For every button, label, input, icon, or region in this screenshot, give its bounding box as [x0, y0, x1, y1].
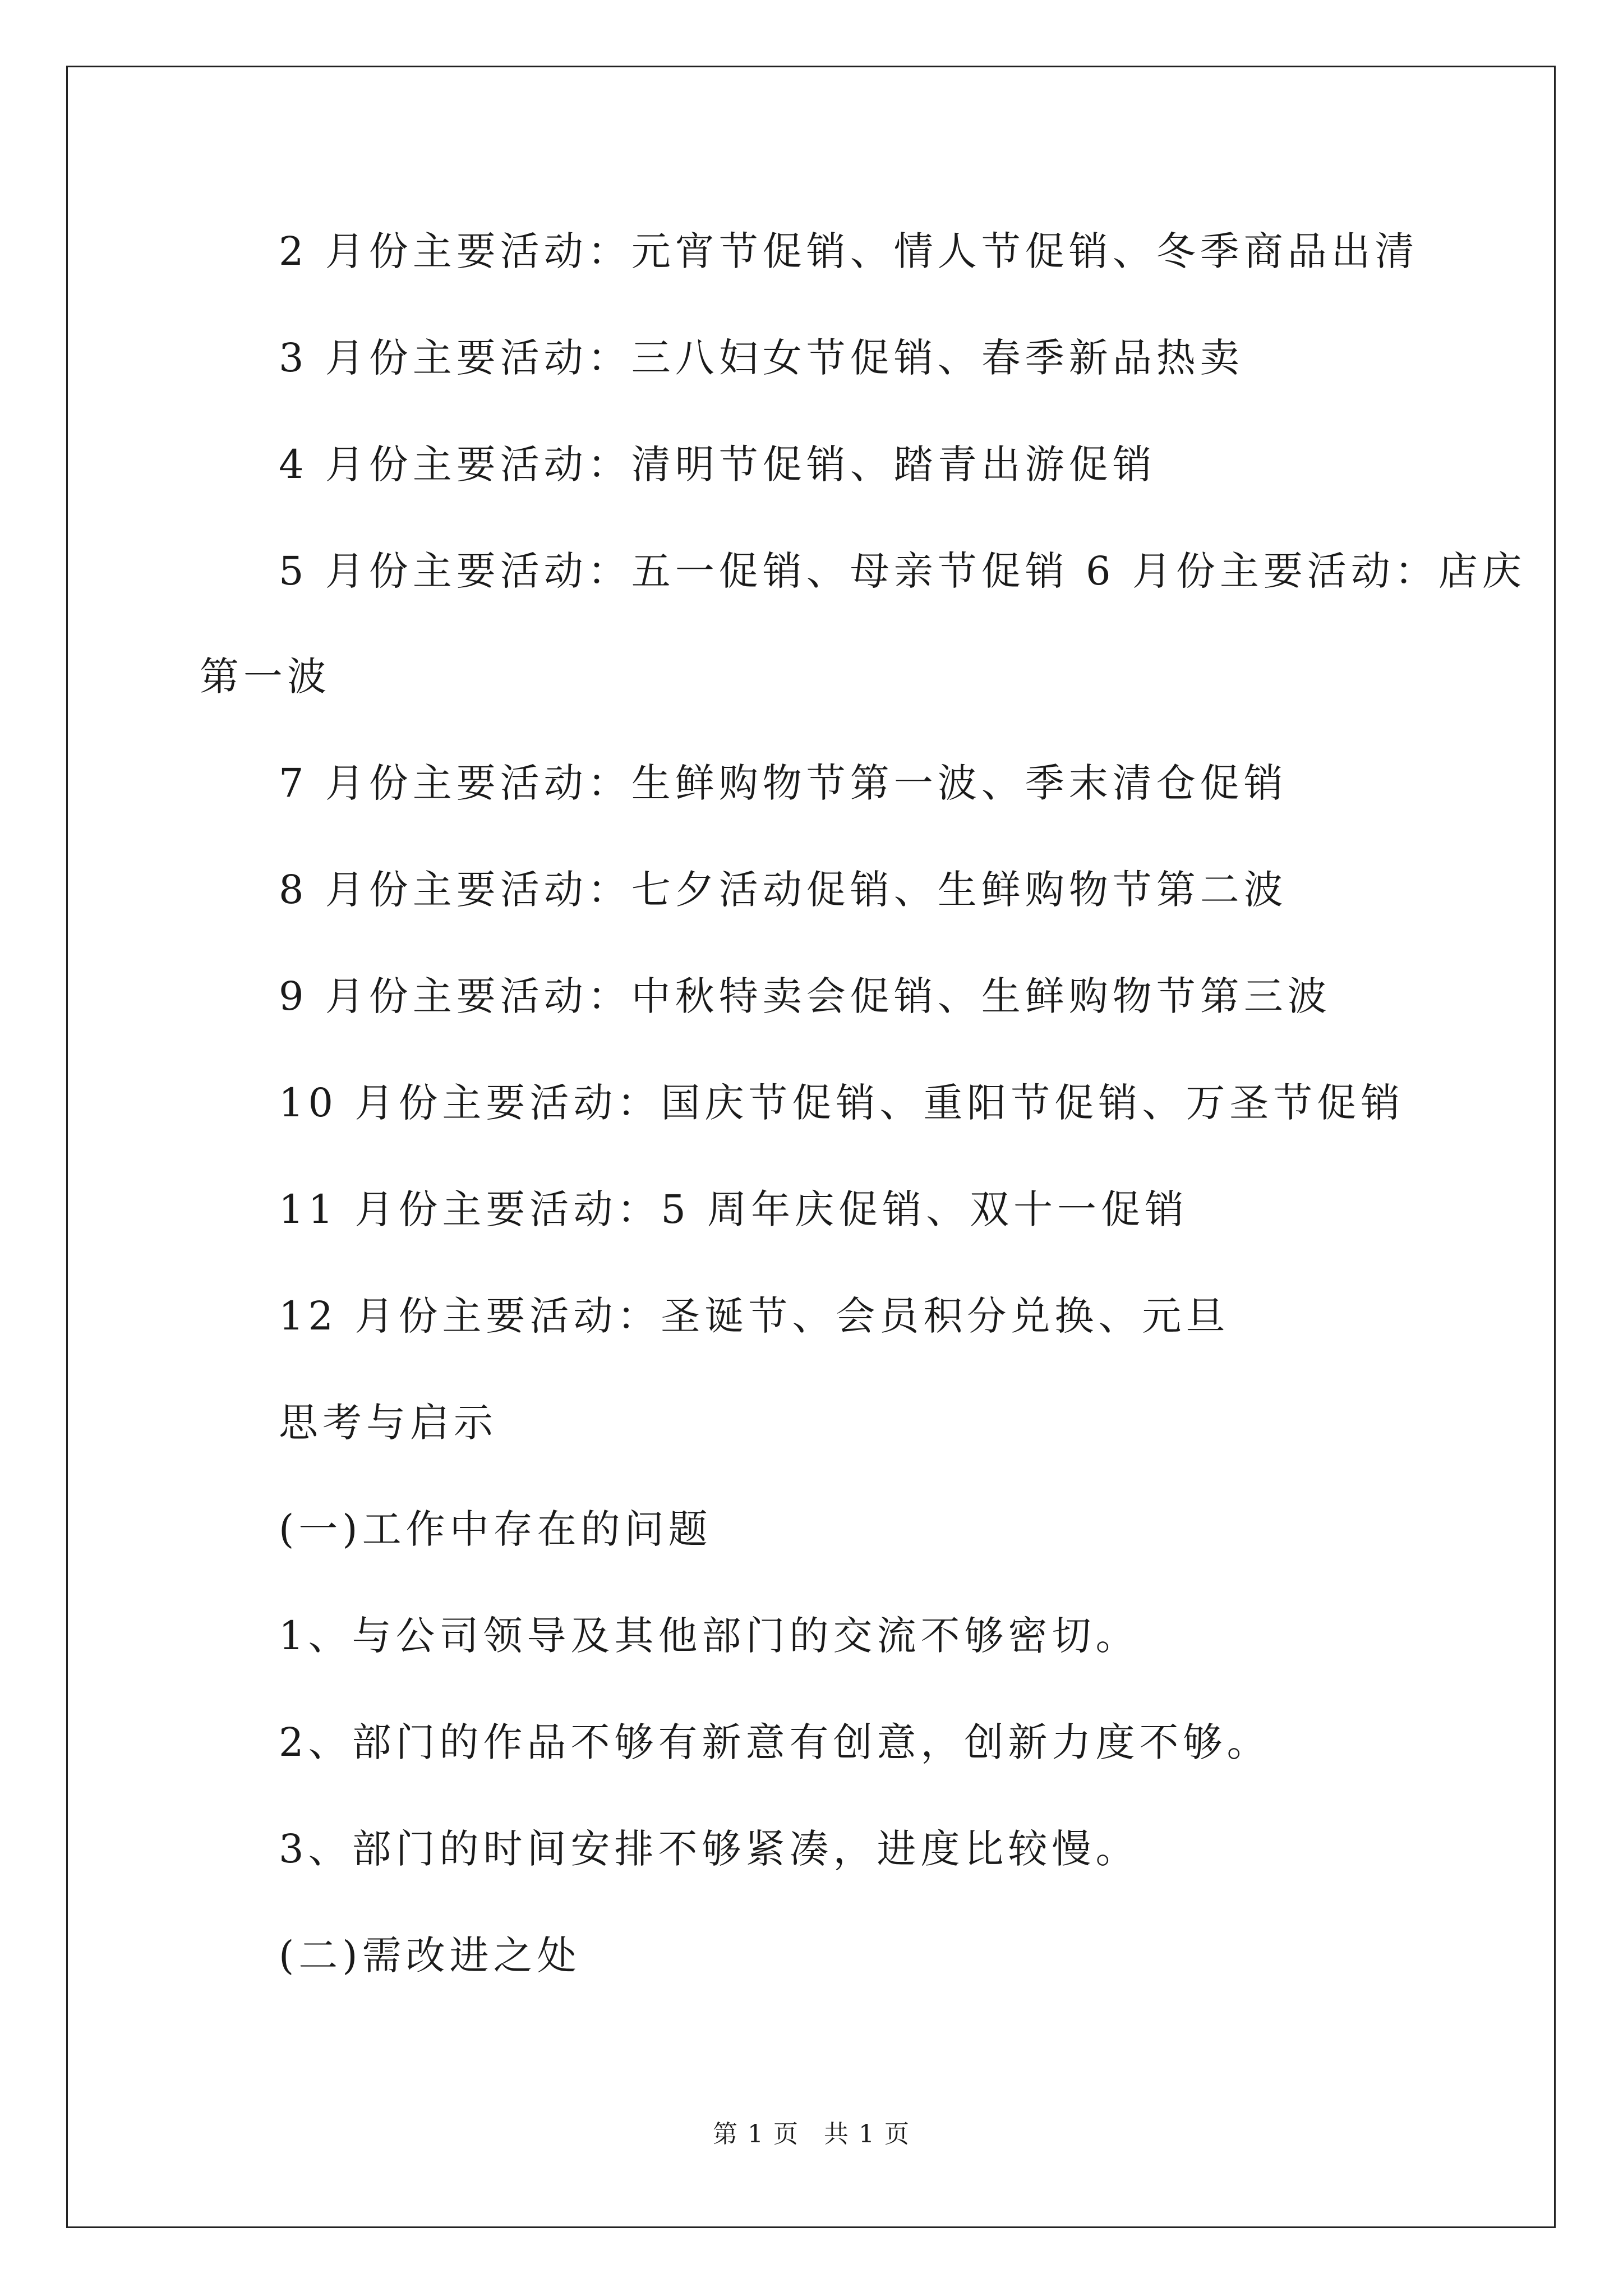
paragraph-line: 2 月份主要活动：元宵节促销、情人节促销、冬季商品出清 [279, 228, 1419, 274]
paragraph-line: 3、部门的时间安排不够紧凑，进度比较慢。 [279, 1826, 1140, 1872]
page-total: 共 1 页 [824, 2120, 910, 2148]
subsection-heading: (一)工作中存在的问题 [279, 1506, 712, 1552]
paragraph-line: 4 月份主要活动：清明节促销、踏青出游促销 [279, 441, 1156, 487]
paragraph-line: 2、部门的作品不够有新意有创意，创新力度不够。 [279, 1719, 1271, 1765]
paragraph-line: 1、与公司领导及其他部门的交流不够密切。 [279, 1613, 1140, 1659]
page-border [66, 66, 1556, 2228]
paragraph-line: 第一波 [200, 654, 331, 700]
paragraph-line: 8 月份主要活动：七夕活动促销、生鲜购物节第二波 [279, 867, 1288, 913]
paragraph-line: 7 月份主要活动：生鲜购物节第一波、季末清仓促销 [279, 760, 1288, 806]
paragraph-line: 10 月份主要活动：国庆节促销、重阳节促销、万圣节促销 [279, 1080, 1405, 1126]
page-number: 第 1 页 [713, 2120, 799, 2148]
paragraph-line: 5 月份主要活动：五一促销、母亲节促销 6 月份主要活动：店庆 [279, 548, 1526, 594]
page-footer [0, 2120, 1623, 2148]
paragraph-line: 11 月份主要活动：5 周年庆促销、双十一促销 [279, 1186, 1189, 1232]
paragraph-line: 9 月份主要活动：中秋特卖会促销、生鲜购物节第三波 [279, 973, 1331, 1019]
paragraph-line: 3 月份主要活动：三八妇女节促销、春季新品热卖 [279, 335, 1244, 381]
section-heading: 思考与启示 [279, 1400, 497, 1446]
subsection-heading: (二)需改进之处 [279, 1932, 581, 1978]
paragraph-line: 12 月份主要活动：圣诞节、会员积分兑换、元旦 [279, 1293, 1230, 1339]
